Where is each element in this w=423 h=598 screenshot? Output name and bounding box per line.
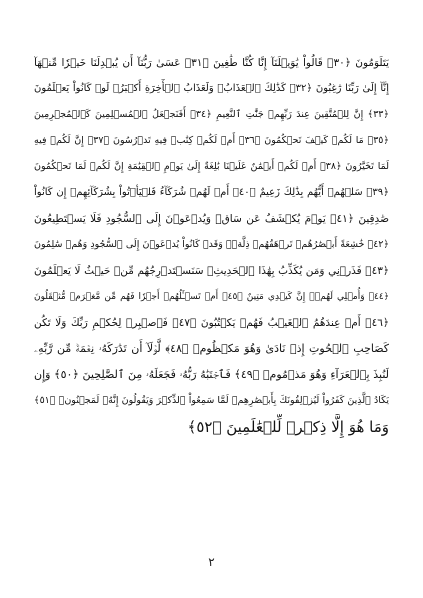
verse-line: ﴿٣٩﴾ سَلۡهُمۡ أَيُّهُم بِذَٰلِكَ زَعِيمٌ ﴿٤٠﴾ أَمۡ لَهُمۡ شُرَكَآءُ فَلۡيَأۡتُواْ بِشُرَكَآئِهِمۡ إِن كَانُواْ xyxy=(34,187,389,198)
verse-line: صَٰدِقِينَ ﴿٤١﴾ يَوۡمَ يُكۡشَفُ عَن سَاقٖ وَيُدۡعَوۡنَ إِلَى ٱلسُّجُودِ فَلَا يَسۡتَطِيعُونَ xyxy=(34,213,389,225)
verse-line: ﴿٤٦﴾ أَمۡ عِندَهُمُ ٱلۡغَيۡبُ فَهُمۡ يَكۡتُبُونَ ﴿٤٧﴾ فَٱصۡبِرۡ لِحُكۡمِ رَبِّكَ وَلَا تَكُن xyxy=(34,317,389,329)
verse-line: لَمَا تَخَيَّرُونَ ﴿٣٨﴾ أَمۡ لَكُمۡ أَيۡمَٰنٌ عَلَيۡنَا بَٰلِغَةٌ إِلَىٰ يَوۡمِ ٱلۡقِيَٰمَةِ إِنَّ لَكُمۡ لَمَا تَحۡكُمُونَ xyxy=(34,161,389,172)
verse-line: لَنُبِذَ بِٱلۡعَرَآءِ وَهُوَ مَذۡمُومٞ ﴿٤٩﴾ فَٱجۡتَبَٰهُ رَبُّهُۥ فَجَعَلَهُۥ مِنَ ٱلصَّٰلِحِينَ ﴿٥٠﴾ وَإِن xyxy=(34,368,389,381)
verse-line: ﴿٤٤﴾ وَأُمۡلِي لَهُمۡۚ إِنَّ كَيۡدِي مَتِينٌ ﴿٤٥﴾ أَمۡ تَسۡـَٔلُهُمۡ أَجۡرٗا فَهُم مِّن مَّغۡرَمٖ مُّثۡقَلُونَ xyxy=(34,292,389,302)
verse-line: ﴿٣٣﴾ إِنَّ لِلۡمُتَّقِينَ عِندَ رَبِّهِمۡ جَنَّٰتِ ٱلنَّعِيمِ ﴿٣٤﴾ أَفَنَجۡعَلُ ٱلۡمُسۡلِمِينَ كَٱلۡمُجۡرِمِينَ xyxy=(34,109,389,120)
page-number: ٢ xyxy=(208,555,215,569)
verse-line: يَكَادُ ٱلَّذِينَ كَفَرُواْ لَيُزۡلِقُونَكَ بِأَبۡصَٰرِهِمۡ لَمَّا سَمِعُواْ ٱلذِّكۡرَ وَيَقُولُونَ إِنَّهُۥ لَمَجۡنُونٞ ﴿٥١﴾ xyxy=(34,395,389,406)
verse-line: ﴿٣٥﴾ مَا لَكُمۡ كَيۡفَ تَحۡكُمُونَ ﴿٣٦﴾ أَمۡ لَكُمۡ كِتَٰبٞ فِيهِ تَدۡرُسُونَ ﴿٣٧﴾ إِنَّ لَكُمۡ فِيهِ xyxy=(34,135,389,146)
verse-line: ﴿٤٢﴾ خَٰشِعَةً أَبۡصَٰرُهُمۡ تَرۡهَقُهُمۡ ذِلَّةٞۖ وَقَدۡ كَانُواْ يُدۡعَوۡنَ إِلَى ٱلسُّجُودِ وَهُمۡ سَٰلِمُونَ xyxy=(34,239,389,250)
verse-text-block xyxy=(34,50,389,440)
verse-line: كَصَاحِبِ ٱلۡحُوتِ إِذۡ نَادَىٰ وَهُوَ مَكۡظُومٞ ﴿٤٨﴾ لَّوۡلَآ أَن تَدَٰرَكَهُۥ نِعۡمَةٞ مِّن رَّبِّهِۦ xyxy=(34,342,389,355)
verse-line: وَمَا هُوَ إِلَّا ذِكۡرٞ لِّلۡعَٰلَمِينَ ﴿٥٢﴾ xyxy=(187,418,389,436)
verse-line: ﴿٤٣﴾ فَذَرۡنِي وَمَن يُكَذِّبُ بِهَٰذَا ٱلۡحَدِيثِۖ سَنَسۡتَدۡرِجُهُم مِّنۡ حَيۡثُ لَا يَعۡلَمُونَ xyxy=(34,265,389,277)
verse-line: إِنَّآ إِلَىٰ رَبِّنَا رَٰغِبُونَ ﴿٣٢﴾ كَذَٰلِكَ ٱلۡعَذَابُۖ وَلَعَذَابُ ٱلۡأٓخِرَةِ أَكۡبَرُۚ لَوۡ كَانُواْ يَعۡلَمُونَ xyxy=(34,83,389,94)
verse-line: يَتَلَوَمُونَ ﴿٣٠﴾ قَالُواْ يَٰوَيۡلَنَآ إِنَّا كُنَّا طَٰغِينَ ﴿٣١﴾ عَسَىٰ رَبُّنَآ أَن يُبۡدِلَنَا خَيۡرٗا مِّنۡهَآ xyxy=(34,57,389,69)
